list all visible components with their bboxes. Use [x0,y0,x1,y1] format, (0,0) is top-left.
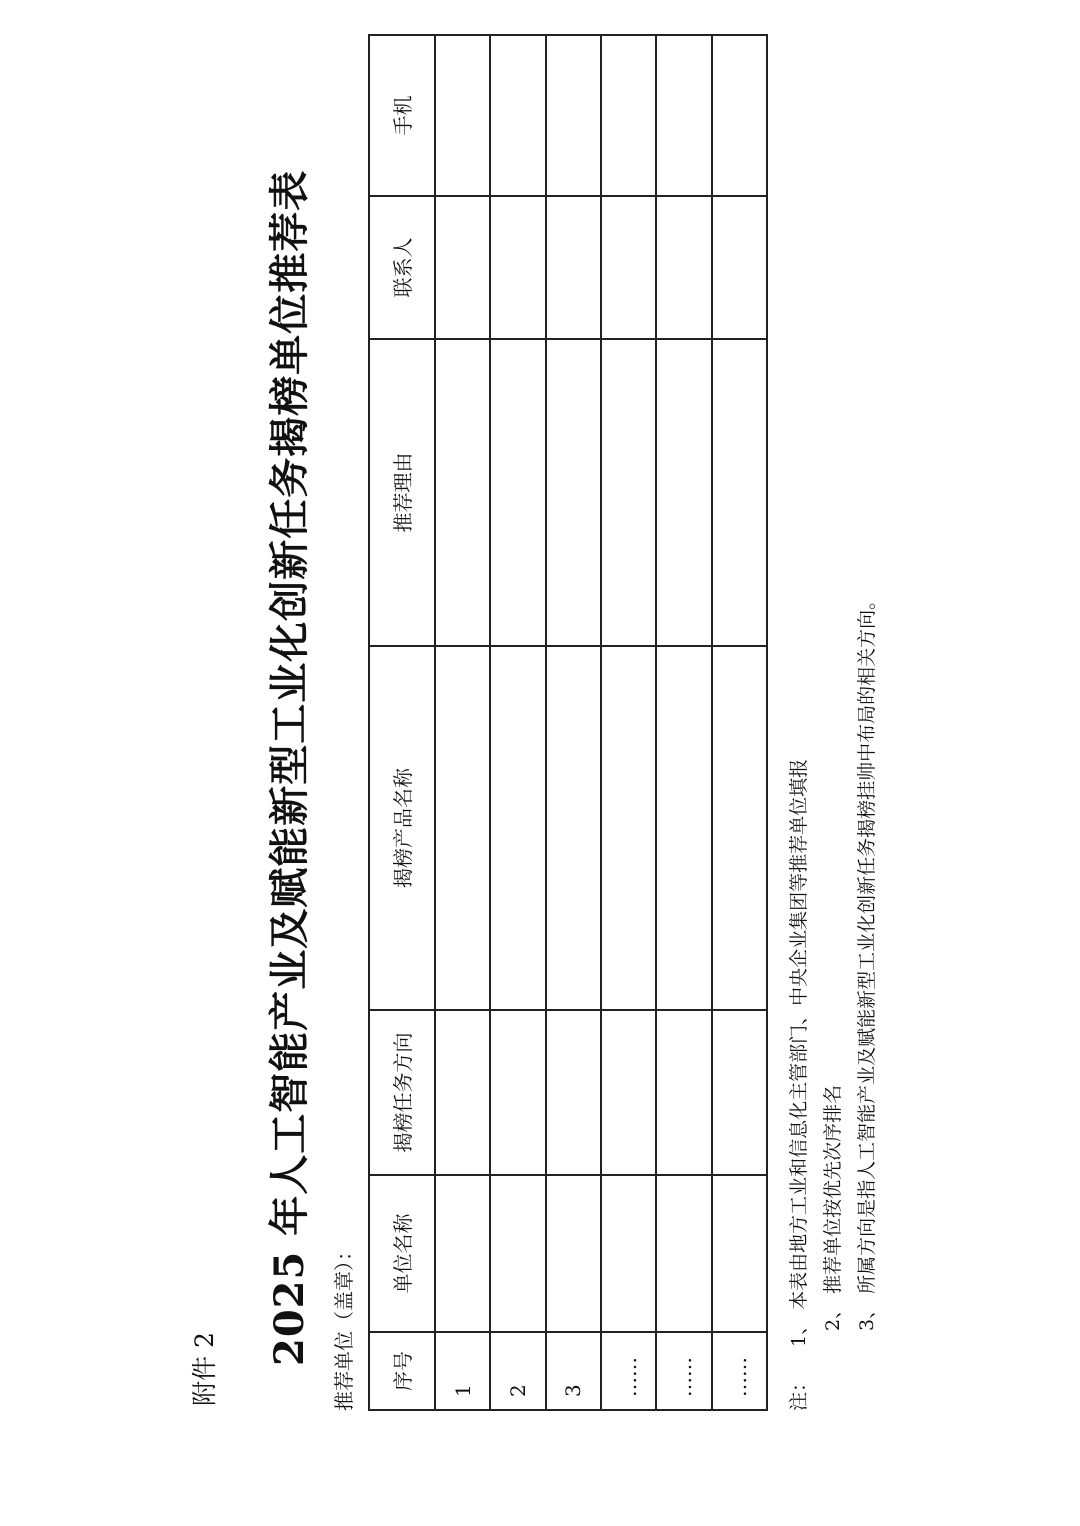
table-row [546,35,601,1410]
cell-product-name [656,646,711,1010]
table-row [490,35,545,1410]
header-phone: 手机 [369,35,435,196]
cell-product-name [546,646,601,1010]
row-index: …… [712,1332,767,1410]
cell-product-name [712,646,767,1010]
cell-task-direction [490,1010,545,1175]
cell-task-direction [656,1010,711,1175]
header-task-direction: 揭榜任务方向 [369,1010,435,1175]
cell-unit-name [601,1175,656,1332]
cell-reason [490,339,545,646]
cell-phone [712,35,767,196]
note-text: 1、 本表由地方工业和信息化主管部门、中央企业集团等推荐单位填报 [788,758,810,1347]
header-contact: 联系人 [369,196,435,339]
header-product-name: 揭榜产品名称 [369,646,435,1010]
header-index: 序号 [369,1332,435,1410]
cell-reason [435,339,490,646]
header-unit-name: 单位名称 [369,1175,435,1332]
row-index: 2 [490,1332,545,1410]
recommender-label: 推荐单位（盖章）： [332,1241,356,1411]
table-row [601,35,656,1410]
cell-phone [601,35,656,196]
cell-phone [546,35,601,196]
cell-reason [546,339,601,646]
recommendation-table [368,34,768,1411]
row-index: 1 [435,1332,490,1410]
cell-contact [712,196,767,339]
row-index: …… [601,1332,656,1410]
header-row [369,35,435,1410]
cell-phone [656,35,711,196]
cell-task-direction [712,1010,767,1175]
header-reason: 推荐理由 [369,339,435,646]
cell-task-direction [546,1010,601,1175]
cell-unit-name [712,1175,767,1332]
table-row [656,35,711,1410]
cell-product-name [435,646,490,1010]
cell-unit-name [656,1175,711,1332]
cell-product-name [601,646,656,1010]
cell-phone [435,35,490,196]
cell-phone [490,35,545,196]
note-item [782,591,816,1411]
row-index: …… [656,1332,711,1410]
cell-unit-name [546,1175,601,1332]
note-item [816,591,850,1411]
note-text: 3、 所属方向是指人工智能产业及赋能新型工业化创新任务揭榜挂帅中布局的相关方向。 [856,590,878,1331]
cell-contact [435,196,490,339]
cell-product-name [490,646,545,1010]
row-index: 3 [546,1332,601,1410]
note-item [850,591,884,1411]
table-row [435,35,490,1410]
cell-contact [656,196,711,339]
attachment-label: 附件 2 [190,1332,219,1406]
cell-contact [490,196,545,339]
cell-reason [601,339,656,646]
cell-reason [712,339,767,646]
note-text: 2、 推荐单位按优先次序排名 [822,1084,844,1331]
cell-unit-name [490,1175,545,1332]
notes-label: 注： [788,1372,810,1411]
cell-contact [601,196,656,339]
notes [782,591,884,1411]
cell-unit-name [435,1175,490,1332]
form-title: 2025 年人工智能产业及赋能新型工业化创新任务揭榜单位推荐表 [266,169,313,1366]
cell-task-direction [601,1010,656,1175]
cell-contact [546,196,601,339]
cell-task-direction [435,1010,490,1175]
table-row [712,35,767,1410]
cell-reason [656,339,711,646]
